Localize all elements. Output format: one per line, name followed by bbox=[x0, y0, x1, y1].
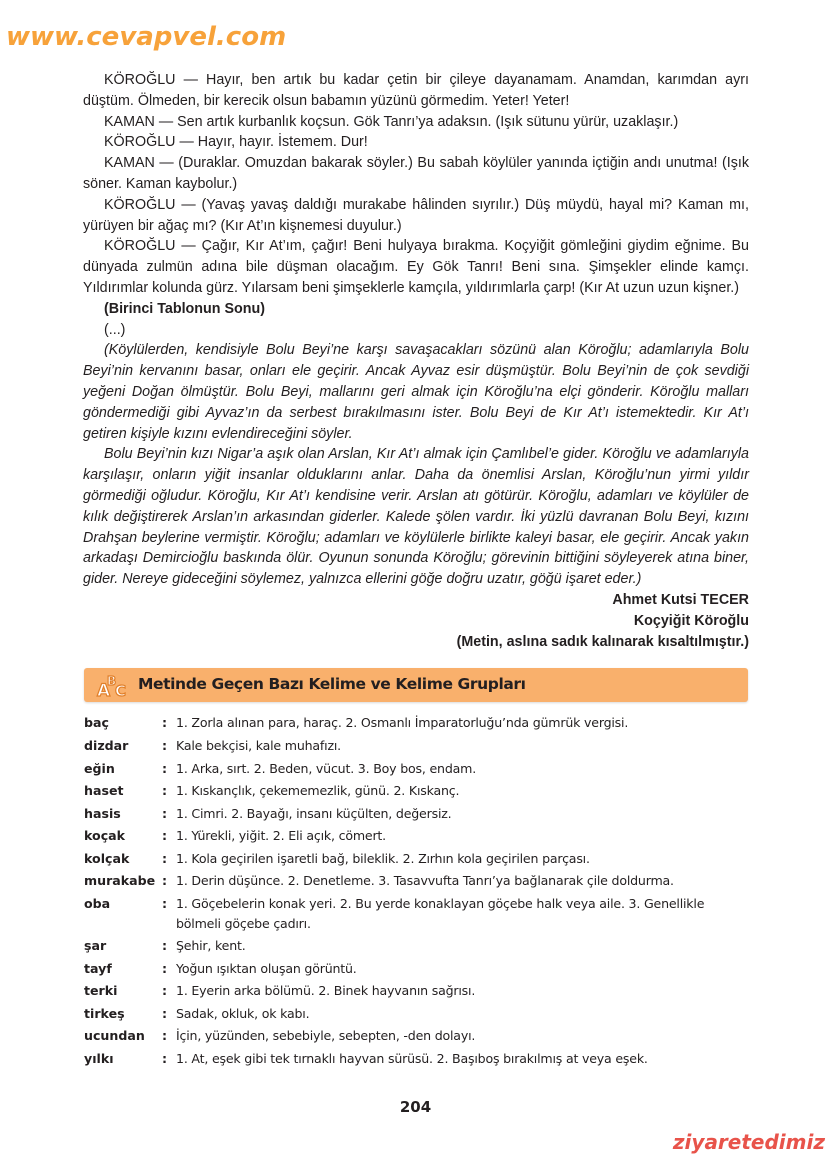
vocabulary-term: tayf bbox=[84, 960, 112, 976]
speaker: KÖROĞLU — bbox=[104, 196, 196, 213]
vocabulary-colon: : bbox=[162, 850, 168, 866]
vocabulary-term: şar bbox=[84, 938, 107, 954]
vocabulary-term: kolçak bbox=[84, 850, 130, 866]
vocabulary-colon: : bbox=[162, 873, 168, 889]
vocabulary-colon: : bbox=[162, 960, 168, 976]
vocabulary-term: eğin bbox=[84, 760, 115, 776]
abridgement-note: (Metin, aslına sadık kalınarak kısaltılmıştır.) bbox=[456, 633, 749, 650]
page-number: 204 bbox=[399, 1097, 432, 1116]
vocabulary-entry bbox=[84, 1003, 750, 1026]
dialogue-line bbox=[83, 236, 749, 298]
vocabulary-term: yılkı bbox=[84, 1051, 114, 1067]
vocabulary-definition: İçin, yüzünden, sebebiyle, sebepten, -den dolayı. bbox=[176, 1028, 476, 1044]
vocabulary-term: oba bbox=[84, 896, 111, 912]
vocabulary-colon: : bbox=[162, 828, 168, 844]
line-text: Hayır, hayır. İstemem. Dur! bbox=[193, 134, 368, 151]
vocabulary-entry bbox=[84, 780, 750, 803]
summary-paragraph: Bolu Beyi’nin kızı Nigar’a aşık olan Arslan, Kır At’ı almak için Çamlıbel’e gider. Köroğlu ve adamlarıyla karşılaşır, onların yiğit insanlar olduklarını anlar. Daha da önemlisi Arslan, Köroğlu’nun yirmi yıldır görmediği oğludur. Köroğlu, Kır At’ı kendisine verir. Arslan atı götürür. Köroğlu, adamları ve köylüler de kılık değiştirerek Arslan’ın arkasından giderler. Kalede şölen vardır. İki yüzlü davranan Bolu Beyi, kızını Drahşan beylerine vermiştir. Köroğlu; adamları ve köylülerle birlikte kaleyi basar, ele geçirir. Ancak yakın arkadaşı Demircioğlu baskında ölür. Oyunun sonunda Köroğlu; görevinin bittiğini söyleyerek atına biner, gider. Nereye gideceğini söylemez, yalnızca ellerini göğe doğru uzatır, göğü işaret eder.) bbox=[83, 446, 749, 588]
vocabulary-definition: Kale bekçisi, kale muhafızı. bbox=[176, 737, 341, 753]
vocabulary-colon: : bbox=[162, 760, 168, 776]
vocabulary-definition: 1. Eyerin arka bölümü. 2. Binek hayvanın sağrısı. bbox=[176, 983, 476, 999]
vocabulary-colon: : bbox=[162, 737, 168, 753]
vocabulary-entry bbox=[84, 735, 750, 758]
credits bbox=[83, 590, 749, 652]
abc-icon bbox=[96, 672, 132, 698]
line-text: (Duraklar. Omuzdan bakarak söyler.) Bu sabah köylüler yanında içtiğin andı unutma! (Işık söner. Kaman kaybolur.) bbox=[83, 155, 749, 192]
svg-text:A: A bbox=[97, 681, 111, 699]
vocabulary-term: haset bbox=[84, 783, 124, 799]
watermark-line-2: ziyaretedimiz bbox=[672, 1130, 825, 1154]
vocabulary-definition: 1. Göçebelerin konak yeri. 2. Bu yerde konaklayan göçebe halk veya aile. 3. Genellikle bölmeli göçebe çadırı. bbox=[176, 896, 705, 932]
vocabulary-header bbox=[84, 668, 748, 702]
vocabulary-entry bbox=[84, 893, 750, 935]
tablo-end-heading: (Birinci Tablonun Sonu) bbox=[104, 300, 265, 317]
vocabulary-entry bbox=[84, 1048, 750, 1071]
speaker: KÖROĞLU — bbox=[104, 238, 196, 255]
line-text: (Yavaş yavaş daldığı murakabe hâlinden sıyrılır.) Düş müydü, hayal mi? Kaman mı, yürüyen bir ağaç mı? (Kır At’ın kişnemesi duyulur.) bbox=[83, 196, 749, 234]
vocabulary-colon: : bbox=[162, 1051, 168, 1067]
vocabulary-term: hasis bbox=[84, 805, 121, 821]
line-text: Çağır, Kır At’ım, çağır! Beni hulyaya bırakma. Koçyiğit gömleğini giydim eğnime. Bu dünyada zulmün adına bile düşman olacağım. Ey Gök Tanrı! Beni sına. Şimşekler elinde kamçı. Yıldırımlar kolunda gürz. Yılarsam beni şimşeklerle kamçıla, yıldırımlarla çarp! (Kır At uzun uzun kişner.) bbox=[83, 238, 749, 296]
vocabulary-definition: 1. Kıskançlık, çekememezlik, günü. 2. Kıskanç. bbox=[176, 783, 460, 799]
vocabulary-definition: 1. Kola geçirilen işaretli bağ, bileklik. 2. Zırhın kola geçirilen parçası. bbox=[176, 850, 590, 866]
ellipsis: (...) bbox=[104, 321, 126, 338]
vocabulary-entry bbox=[84, 803, 750, 826]
watermark-line-1: www.cevapvel.com bbox=[6, 22, 287, 52]
svg-text:C: C bbox=[115, 682, 127, 699]
summary-paragraph: (Köylülerden, kendisiyle Bolu Beyi’ne karşı savaşacakları sözünü alan Köroğlu; adamlarıyla Bolu Beyi’nin kervanını basar, onları ele geçirir. Ancak Ayvaz esir düşmüştür. Bolu Beyi’nin de çok sevdiği yeğeni Doğan ölmüştür. Bolu Beyi, mallarını geri almak için Köroğlu’na elçi gönderir. Köroğlu malları göndermediği gibi Ayvaz’ın da serbest bırakılmasını ister. Bolu Beyi de Kır At’ı istemektedir. Kır At’ı getiren kişiyle kızını evlendireceğini söyler. bbox=[83, 342, 749, 442]
vocabulary-entry bbox=[84, 825, 750, 848]
dialogue-line bbox=[83, 195, 749, 237]
vocabulary-term: dizdar bbox=[84, 737, 129, 753]
vocabulary-colon: : bbox=[162, 1028, 168, 1044]
vocabulary-definition: 1. Derin düşünce. 2. Denetleme. 3. Tasavvufta Tanrı’ya bağlanarak çile doldurma. bbox=[176, 873, 674, 889]
vocabulary-colon: : bbox=[162, 1005, 168, 1021]
play-excerpt bbox=[83, 70, 749, 652]
vocabulary-entry bbox=[84, 712, 750, 735]
vocabulary-title: Metinde Geçen Bazı Kelime ve Kelime Grupları bbox=[138, 675, 526, 694]
vocabulary-term: ucundan bbox=[84, 1028, 145, 1044]
vocabulary-entry bbox=[84, 758, 750, 781]
svg-text:B: B bbox=[107, 674, 117, 689]
vocabulary-definition: 1. Yürekli, yiğit. 2. Eli açık, cömert. bbox=[176, 828, 386, 844]
vocabulary-colon: : bbox=[162, 983, 168, 999]
vocabulary-colon: : bbox=[162, 896, 168, 912]
vocabulary-colon: : bbox=[162, 783, 168, 799]
vocabulary-term: baç bbox=[84, 715, 109, 731]
vocabulary-colon: : bbox=[162, 805, 168, 821]
speaker: KÖROĞLU — bbox=[104, 72, 198, 88]
vocabulary-term: koçak bbox=[84, 828, 126, 844]
line-text: Sen artık kurbanlık koçsun. Gök Tanrı’ya adaksın. (Işık sütunu yürür, uzaklaşır.) bbox=[173, 113, 679, 130]
line-text: Hayır, ben artık bu kadar çetin bir çileye dayanamam. Anamdan, karımdan ayrı düştüm. Ölmeden, bir kerecik olsun babamın yüzünü görmedim. Yeter! Yeter! bbox=[83, 72, 749, 109]
vocabulary-entry bbox=[84, 935, 750, 958]
vocabulary-term: murakabe bbox=[84, 873, 156, 889]
vocabulary-entry bbox=[84, 1025, 750, 1048]
vocabulary-definition: Sadak, okluk, ok kabı. bbox=[176, 1005, 310, 1021]
dialogue-line bbox=[83, 70, 749, 112]
vocabulary-definition: 1. Cimri. 2. Bayağı, insanı küçülten, değersiz. bbox=[176, 805, 452, 821]
vocabulary-definition: 1. At, eşek gibi tek tırnaklı hayvan sürüsü. 2. Başıboş bırakılmış at veya eşek. bbox=[176, 1051, 648, 1067]
vocabulary-definition: 1. Arka, sırt. 2. Beden, vücut. 3. Boy bos, endam. bbox=[176, 760, 477, 776]
speaker: KAMAN — bbox=[104, 155, 174, 172]
vocabulary-term: terki bbox=[84, 983, 118, 999]
work-title: Koçyiğit Köroğlu bbox=[633, 612, 749, 629]
vocabulary-colon: : bbox=[162, 938, 168, 954]
vocabulary-definition: Yoğun ışıktan oluşan görüntü. bbox=[176, 960, 357, 976]
speaker: KAMAN — bbox=[104, 113, 174, 130]
vocabulary-list bbox=[84, 712, 750, 1070]
vocabulary-entry bbox=[84, 870, 750, 893]
vocabulary-term: tirkeş bbox=[84, 1005, 125, 1021]
vocabulary-definition: 1. Zorla alınan para, haraç. 2. Osmanlı İmparatorluğu’nda gümrük vergisi. bbox=[176, 715, 629, 731]
dialogue-line bbox=[83, 153, 749, 195]
speaker: KÖROĞLU — bbox=[104, 134, 194, 151]
vocabulary-colon: : bbox=[162, 715, 168, 731]
vocabulary-entry bbox=[84, 980, 750, 1003]
vocabulary-definition: Şehir, kent. bbox=[176, 938, 246, 954]
author-name: Ahmet Kutsi TECER bbox=[612, 591, 749, 608]
dialogue-line bbox=[83, 112, 749, 133]
vocabulary-entry bbox=[84, 848, 750, 871]
vocabulary-entry bbox=[84, 958, 750, 981]
dialogue-line bbox=[83, 132, 749, 153]
